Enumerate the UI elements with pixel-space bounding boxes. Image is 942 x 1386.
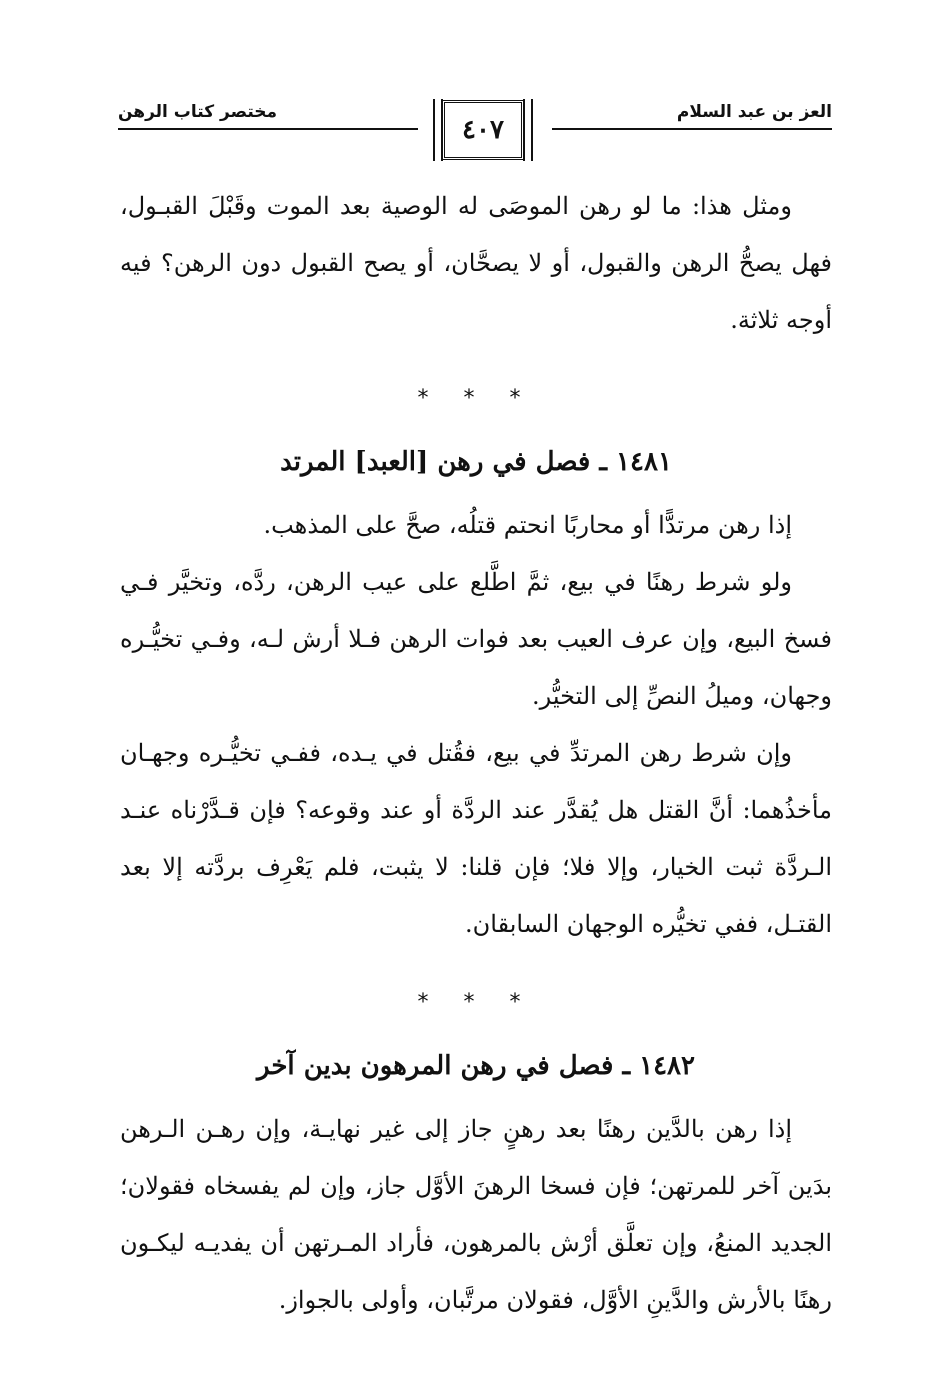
page-header <box>118 92 832 172</box>
section-heading-1482: ١٤٨٢ ـ فصل في رهن المرهون بدين آخر <box>257 1051 695 1081</box>
book-title-running-head: مختصر كتاب الرهن <box>118 102 278 122</box>
paragraph-2: إذا رهن مرتدًّا أو محاربًا انحتم قتلُه، صحَّ على المذهب. <box>263 511 792 539</box>
paragraph-3: ولو شرط رهنًا في بيع، ثمَّ اطَّلع على عيب الرهن، ردَّه، وتخيَّر فـي فسخ البيع، وإن عرف العيب بعد فوات الرهن فـلا أرش لـه، وفـي تخيُّـره وجهان، وميلُ النصِّ إلى التخيُّر. <box>120 568 832 710</box>
paragraph-5: إذا رهن بالدَّين رهنًا بعد رهنٍ جاز إلى غير نهايـة، وإن رهـن الـرهن بدَين آخر للمرتهن؛ فإن فسخا الرهنَ الأوَّل جاز، وإن لم يفسخاه فقولان؛ الجديد المنعُ، وإن تعلَّق أرْش بالمرهون، فأراد المـرتهن أن يفديـه ليكـون رهنًا بالأرش والدَّينِ الأوَّل، فقولان مرتَّبان، وأولى بالجواز. <box>120 1115 833 1314</box>
paragraph-1: ومثل هذا: ما لو رهن الموصَى له الوصية بعد الموت وقَبْلَ القبـول، فهل يصحُّ الرهن والقبول، أو لا يصحَّان، أو يصح القبول دون الرهن؟ فيه أوجه ثلاثة. <box>120 192 832 334</box>
page-number-frame <box>442 100 524 160</box>
section-separator-2: * * * <box>417 990 535 1015</box>
page-number: ٤٠٧ <box>462 115 504 145</box>
header-rule-left <box>118 128 418 130</box>
section-separator-1: * * * <box>417 386 535 411</box>
page-body <box>120 178 832 1329</box>
section-heading-1481: ١٤٨١ ـ فصل في رهن [العبد] المرتد <box>280 447 672 477</box>
header-rule-right <box>552 128 832 130</box>
author-running-head: العز بن عبد السلام <box>676 102 832 122</box>
paragraph-4: وإن شرط رهن المرتدِّ في بيع، فقُتل في يـده، ففـي تخيُّـره وجهـان مأخذُهما: أنَّ القتل هل يُقدَّر عند الردَّة أو عند وقوعه؟ فإن قـدَّرْناه عنـد الـردَّة ثبت الخيار، وإلا فلا؛ فإن قلنا: لا يثبت، فلم يَعْرِف بردَّته إلا بعد القتـل، ففي تخيُّره الوجهان السابقان. <box>120 739 832 938</box>
